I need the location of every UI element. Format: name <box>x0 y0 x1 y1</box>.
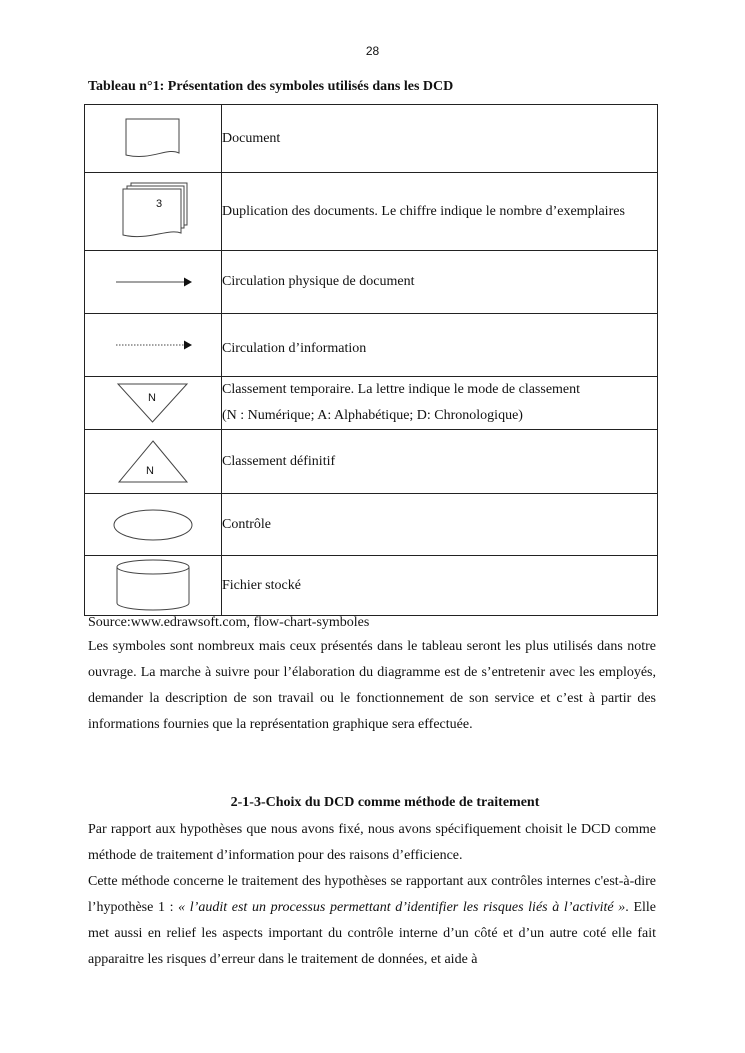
table-caption: Tableau n°1: Présentation des symboles utilisés dans les DCD <box>88 79 454 94</box>
ellipse-icon <box>111 507 195 543</box>
symbol-description: Duplication des documents. Le chiffre indique le nombre d’exemplaires <box>222 173 658 251</box>
symbol-cell <box>85 173 222 251</box>
cylinder-icon <box>111 558 195 614</box>
table-row <box>85 377 658 430</box>
table-row <box>85 556 658 616</box>
solid-arrow-icon <box>108 275 198 289</box>
symbol-description: Document <box>222 105 658 173</box>
table-row <box>85 173 658 251</box>
symbols-table <box>84 104 658 616</box>
symbol-cell <box>85 494 222 556</box>
symbol-description: Fichier stocké <box>222 556 658 616</box>
dotted-arrow-icon <box>108 338 198 352</box>
copies-label: 3 <box>155 197 163 210</box>
table-row <box>85 105 658 173</box>
table-row <box>85 251 658 314</box>
table-row <box>85 430 658 494</box>
symbol-description: Contrôle <box>222 494 658 556</box>
source-note: Source:www.edrawsoft.com, flow-chart-symboles <box>88 615 370 630</box>
symbol-cell <box>85 105 222 173</box>
symbol-cell <box>85 377 222 430</box>
paragraph-text: . Elle met aussi en relief les aspects important du contrôle interne d’un côté et d’un autre coté elle fait apparaitre les risques d’erreur dans le traitement de données, et aide à <box>88 900 656 967</box>
description-line-1: Classement temporaire. La lettre indique le mode de classement <box>222 382 581 397</box>
down-triangle-icon <box>115 381 191 425</box>
table-row <box>85 314 658 377</box>
document-icon <box>121 115 185 163</box>
symbol-description <box>222 377 658 430</box>
symbol-description: Circulation d’information <box>222 314 658 377</box>
page-number: 28 <box>365 44 380 58</box>
symbol-description: Classement définitif <box>222 430 658 494</box>
body-paragraph: Par rapport aux hypothèses que nous avons fixé, nous avons spécifiquement choisit le DCD comme méthode de traitement d’information pour des raisons d’efficience. <box>88 822 656 863</box>
symbol-cell <box>85 430 222 494</box>
symbol-cell <box>85 556 222 616</box>
symbol-description: Circulation physique de document <box>222 251 658 314</box>
duplicated-documents-icon <box>113 181 193 243</box>
table-row <box>85 494 658 556</box>
symbol-cell <box>85 314 222 377</box>
body-paragraph: Les symboles sont nombreux mais ceux présentés dans le tableau seront les plus utilisés dans notre ouvrage. La marche à suivre pour l’élaboration du diagramme est de s’entretenir avec les employés, demander la description de son travail ou le fonctionnement de son service et c’est à partir des informations fournies que la représentation graphique sera effectuée. <box>88 639 656 732</box>
symbol-cell <box>85 251 222 314</box>
section-heading: 2-1-3-Choix du DCD comme méthode de traitement <box>230 795 540 810</box>
hypothesis-quote: « l’audit est un processus permettant d’identifier les risques liés à l’activité » <box>178 900 626 915</box>
paragraph-text: Cette méthode concerne le traitement des hypothèses se rapportant aux contrôles internes c'est-à-dire l’hypothèse 1 : <box>88 874 656 915</box>
up-triangle-icon <box>115 439 191 485</box>
classification-label: N <box>146 464 154 477</box>
body-paragraph <box>88 869 656 973</box>
classification-label: N <box>148 392 156 404</box>
description-line-2: (N : Numérique; A: Alphabétique; D: Chronologique) <box>222 408 523 423</box>
